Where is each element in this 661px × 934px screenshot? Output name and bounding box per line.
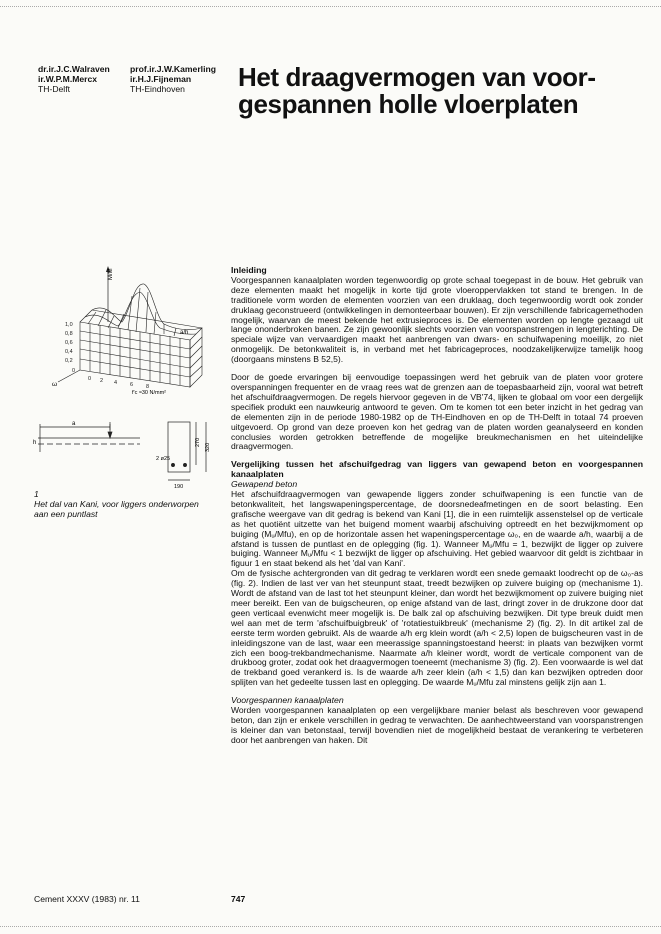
- authors-left: [38, 64, 110, 95]
- figure-1-caption: [34, 489, 224, 519]
- concrete-strength-label: f'c ≈30 N/mm²: [132, 390, 167, 396]
- x-tick-label: 2: [100, 378, 104, 384]
- author-name: prof.ir.J.W.Kamerling: [130, 64, 216, 74]
- paragraph: Worden voorgespannen kanaalplaten op een vergelijkbare manier belast als beschreven voor gewapend beton, dan zijn er enkele verschillen in gedrag te verwachten. De aanhechtweerstand van voorspanstrengen is kleiner dan van betonstaal, terwijl bovendien niet de mogelijkheid bestaat de verankering te verbeteren door het aanbrengen van haken. Dit: [231, 705, 643, 745]
- paragraph: Voorgespannen kanaalplaten worden tegenwoordig op grote schaal toegepast in de bouw. Het gebruik van deze elementen maakt het mogelijk in korte tijd grote vloeroppervlakken tot stand te brengen. In de traditionele vorm worden de elementen voorzien van een druklaag, doch tegenwoordig wordt ook zonder druklaag geconstrueerd (ontwikkelingen in demonteerbaar bouwen). Er zijn verschillende fabricagemethoden mogelijk, waarvan de meest bekende het extrusieproces is. De elementen worden op lengte gezaagd uit lange ononderbroken banen. Ze zijn gewoonlijk slechts voorzien van voorspanstrengen in lengterichting. De speciale wijze van vervaardigen maakt het aanbrengen van dwars- en schuifwapening moeilijk, zo niet onmogelijk. De betonkwaliteit is, in verband met het fabricageproces, noodzakelijkerwijze tamelijk hoog (doorgaans minstens B 52,5).: [231, 274, 643, 365]
- axis-m-label: M/M: [108, 268, 114, 280]
- dim-190: 190: [174, 484, 184, 490]
- subsection-heading: Voorgespannen kanaalplaten: [231, 695, 344, 706]
- paragraph: Om de fysische achtergronden van dit gedrag te verklaren wordt een snede gemaakt loodrecht op de ω₀-as (fig. 2). Indien de last ver van het steunpunt staat, treedt bezwijken op zuivere buiging op (mechanisme 1). Wordt de afstand van de last tot het steunpunt kleiner, dan wordt het bezwijkmoment op zuivere buiging niet meer bereikt. Een van de buigscheuren, op enige afstand van de last, dringt zover in de drukzone door dat geen verticaal evenwicht meer mogelijk is. De balk zal op afschuiving bezwijken. Dit type breuk duidt men wel aan met de term 'afschuifbuigbreuk' of 'rotatiestuikbreuk' (mechanisme 2) (fig. 2). In dit artikel zal de eerste term worden gebruikt. Als de waarde a/h erg klein wordt (a/h < 2,5) lopen de buigscheuren vast in de inleidingszone van de last, waar een meerassige spanningstoestand heerst: in plaats van bezwijken vormt zich een boog-trekbandmechanisme. Naarmate a/h kleiner wordt, wordt de verticale component van de drukboog groter, zodat ook het draagvermogen toeneemt (mechanisme 3) (fig. 2). Een voorwaarde is wel dat de trekband goed verankerd is. Is de waarde a/h zeer klein (a/h < 1,5) dan kan bezwijken optreden door splijten van het gedeelte tussen last en oplegging. De waarde Mᵤ/Mfu zal minstens gelijk zijn aan 1.: [231, 568, 643, 688]
- x-tick-label: 8: [146, 384, 150, 390]
- subsection-heading: Gewapend beton: [231, 479, 298, 490]
- caption-number: 1: [34, 489, 39, 499]
- caption-line: aan een puntlast: [34, 509, 98, 519]
- z-tick-label: 0: [72, 368, 76, 374]
- z-tick-label: 1,0: [65, 322, 73, 328]
- beam-cross-section: [168, 422, 206, 480]
- section-heading: Inleiding: [231, 265, 267, 275]
- figure-1-kani-valley: [30, 262, 230, 492]
- z-tick-label: 0,4: [65, 349, 73, 355]
- dim-320: 320: [205, 442, 211, 452]
- footer-journal: Cement XXXV (1983) nr. 11: [34, 894, 140, 904]
- section-heading: Vergelijking tussen het afschuifgedrag van liggers van gewapend beton en voorgespannen kanaalplaten: [231, 459, 643, 480]
- beam-elevation: [38, 422, 140, 452]
- author-name: ir.H.J.Fijneman: [130, 74, 192, 85]
- z-tick-label: 0,6: [65, 340, 73, 346]
- title-line: gespannen holle vloerplaten: [238, 89, 579, 119]
- author-name: ir.W.P.M.Mercx: [38, 74, 98, 85]
- footer-page-number: 747: [231, 894, 246, 904]
- bottom-scan-edge: [0, 926, 661, 927]
- main-text-column: [231, 266, 643, 746]
- authors-right: [130, 64, 216, 95]
- x-tick-label: 6: [130, 382, 134, 388]
- author-affiliation: TH-Delft: [38, 84, 70, 95]
- beam-label-h: h: [33, 440, 37, 446]
- author-affiliation: TH-Eindhoven: [130, 84, 185, 95]
- caption-line: Het dal van Kani, voor liggers onderworpen: [34, 499, 199, 509]
- z-tick-label: 0,8: [65, 331, 73, 337]
- article-title: [238, 64, 648, 118]
- rebar-label: 2 ø25: [156, 456, 171, 462]
- x-tick-label: 0: [88, 376, 92, 382]
- beam-label-a: a: [72, 421, 76, 427]
- axis-ah-label: a/h: [180, 330, 189, 336]
- paragraph: Het afschuifdraagvermogen van gewapende liggers zonder schuifwapening is een functie van de betonkwaliteit, het langswapeningspercentage, de doorsnedeafmetingen en de soort belasting. Een grafische weergave van dit gedrag is bekend van Kani [1], die in een ruimtelijk assenstelsel op de verticale as het quotiënt uitzette van het buigend moment waarbij afschuiving optreedt en het bezwijkmoment op buiging (Mᵤ/Mfu), en op de horizontale assen het wapeningspercentage ω₀, en de waarde a/h, waarbij a de afstand is tussen de puntlast en de oplegging (fig. 1). Wanneer Mᵤ/Mfu = 1, bezwijkt de ligger op zuivere buiging. Wanneer Mᵤ/Mfu < 1 bezwijkt de ligger op afschuiving. Het gebied waarvoor dit geldt is zichtbaar in figuur 1 en staat bekend als het 'dal van Kani'.: [231, 489, 643, 569]
- paragraph: Door de goede ervaringen bij eenvoudige toepassingen werd het gebruik van de platen voor grotere overspanningen frequenter en de vraag rees wat de grenzen aan de toepasbaarheid zijn, vooral wat betreft het afschuifdraagvermogen. De regels hiervoor gegeven in de VB'74, lijken te globaal om voor een dergelijk specifiek produkt een nauwkeurig antwoord te geven. Om te komen tot een beter inzicht in het gedrag van de elementen zijn in de periode 1980-1982 op de TH-Eindhoven en op de TH-Delft in totaal 74 proeven uitgevoerd. Op grond van deze proeven kon het gedrag van de platen worden geanalyseerd en konden conclusies worden getrokken betreffende de mogelijke breukmechanismen en het uiteindelijke draagvermogen.: [231, 372, 643, 452]
- x-tick-label: 4: [114, 380, 118, 386]
- dim-270: 270: [195, 437, 201, 447]
- title-line: Het draagvermogen van voor-: [238, 62, 596, 92]
- z-tick-label: 0,2: [65, 358, 73, 364]
- top-scan-edge: [0, 6, 661, 7]
- axis-omega-label: ω: [52, 381, 58, 388]
- author-name: dr.ir.J.C.Walraven: [38, 64, 110, 74]
